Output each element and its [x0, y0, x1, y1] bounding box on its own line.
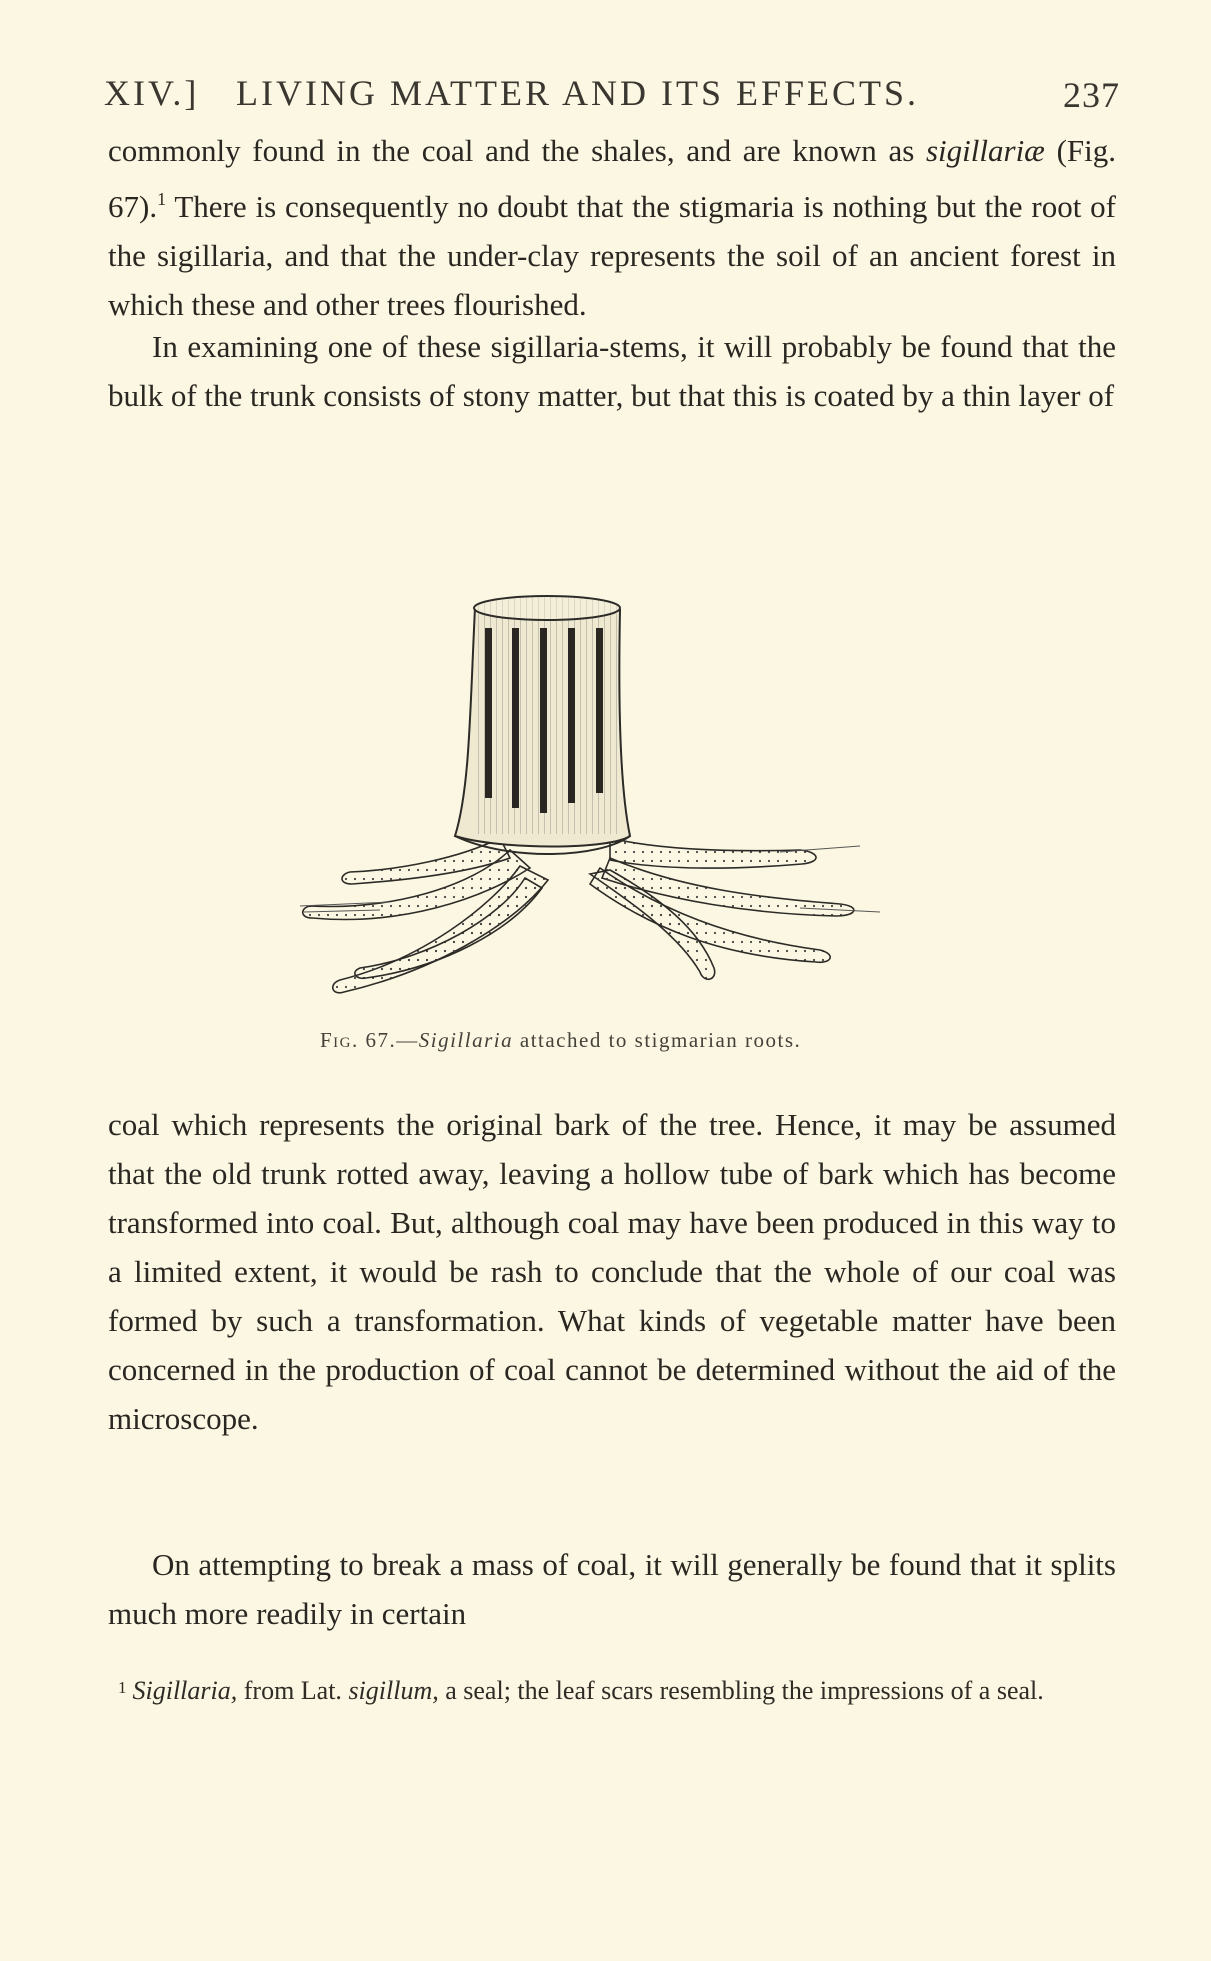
chapter-number: XIV.]: [104, 73, 200, 113]
paragraph-1-figref: (Fig. 67).: [108, 133, 1116, 224]
paragraph-2: In examining one of these sigillaria-stems, it will probably be found that the bulk of the trunk consists of stony matter, but that this is coated by a thin layer of: [108, 329, 1116, 413]
footnote-term: Sigillaria,: [132, 1676, 238, 1705]
caption-species: Sigillaria: [418, 1028, 514, 1052]
page-number: 237: [1063, 75, 1120, 115]
footnote-reference: 1: [157, 189, 167, 209]
running-head: [104, 72, 1120, 122]
footnote-text-1: from Lat.: [237, 1676, 349, 1705]
sigillaria-illustration: [280, 588, 960, 1018]
caption-text: attached to stigmarian roots.: [513, 1028, 802, 1052]
paragraph-3: coal which represents the original bark of the tree. Hence, it may be assumed that the old trunk rotted away, leaving a hollow tube of bark which has become transformed into coal. But, although coal may have been produced in this way to a limited extent, it would be rash to conclude that the whole of our coal was formed by such a transformation. What kinds of vegetable matter have been concerned in the production of coal cannot be determined without the aid of the microscope.: [108, 1107, 1116, 1436]
paragraph-1: [108, 126, 1116, 329]
footnote-marker: 1: [118, 1678, 127, 1697]
paragraph-1-rest: There is consequently no doubt that the stigmaria is nothing but the root of the sigillaria, and that the under-clay represents the soil of an ancient forest in which these and other trees flourished.: [108, 189, 1116, 322]
paragraph-1-term: sigillariæ: [925, 133, 1045, 168]
paragraph-1-start: commonly found in the coal and the shales, and are known as: [108, 133, 926, 168]
paragraph-4: On attempting to break a mass of coal, it will generally be found that it splits much more readily in certain: [108, 1547, 1116, 1631]
figure-67: [280, 588, 960, 1018]
running-title: LIVING MATTER AND ITS EFFECTS.: [236, 73, 920, 113]
footnote-latin: sigillum,: [348, 1676, 439, 1705]
footnote-text-2: a seal; the leaf scars resembling the impressions of a seal.: [438, 1676, 1044, 1705]
roots: [303, 838, 854, 993]
trunk: [455, 596, 630, 854]
figure-caption: [320, 1028, 940, 1053]
footnote: [118, 1668, 1128, 1711]
caption-label: Fig. 67.—: [320, 1028, 419, 1052]
